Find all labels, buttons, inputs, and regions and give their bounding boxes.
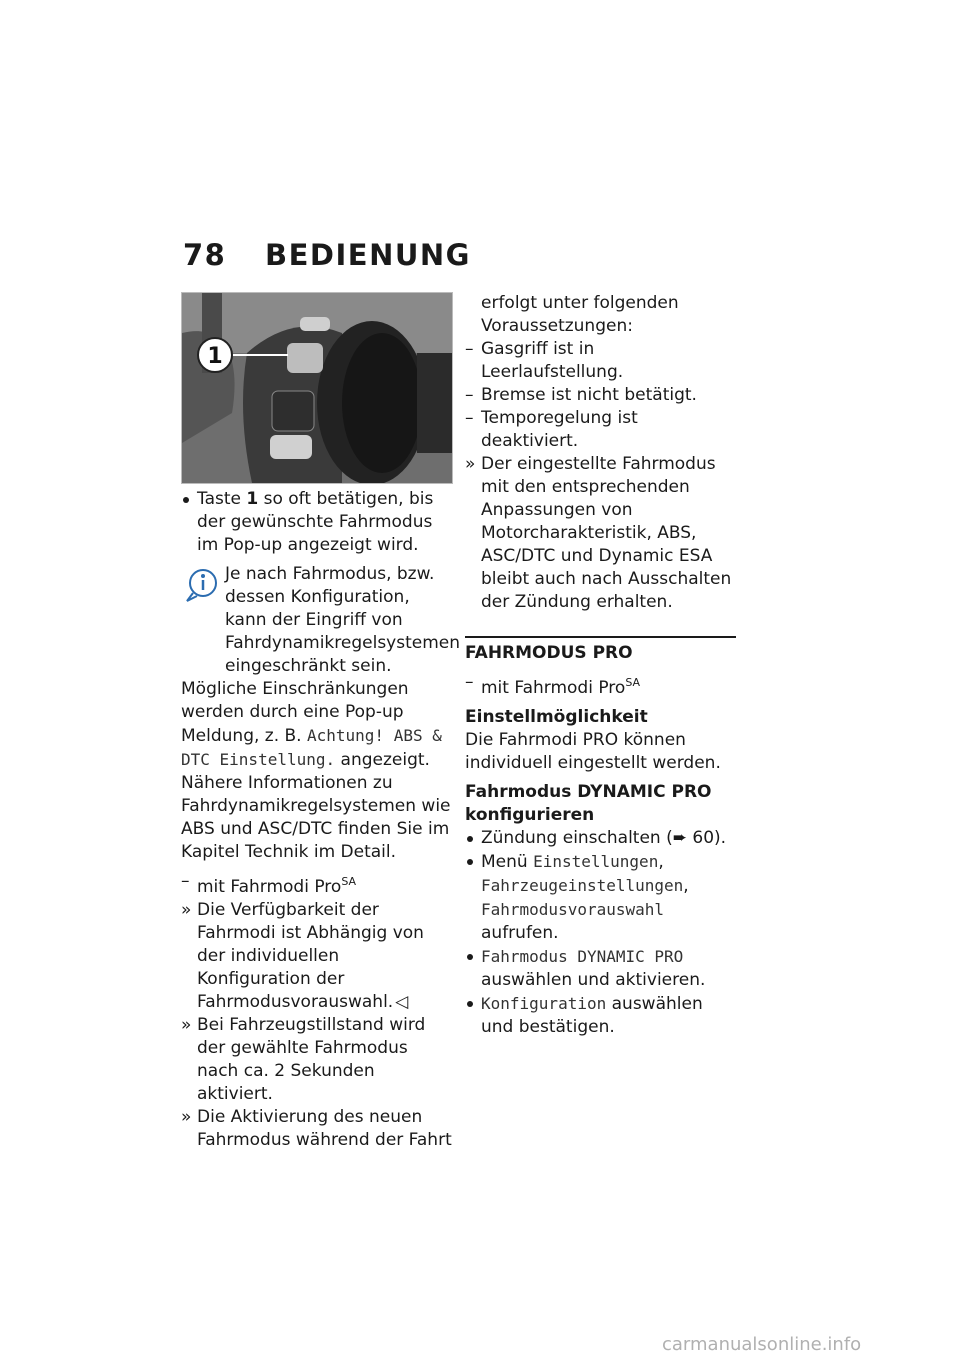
result-retained: » Der eingestellte Fahrmodus mit den entsprechenden Anpassungen von Motorcharakteristik, ABS, ASC/DTC und Dynamic ESA bleibt auch nach Ausschalten der Zündung erhalten. bbox=[465, 454, 732, 612]
activation-continued: erfolgt unter folgenden Voraussetzungen: bbox=[481, 293, 679, 336]
handlebar-switch-photo bbox=[181, 292, 453, 484]
result-activation: » Die Aktivierung des neuen Fahrmodus während der Fahrt bbox=[181, 1107, 452, 1150]
step-menu: Menü Einstellungen, Fahrzeugeinstellungen, Fahrmodusvorauswahl aufrufen. bbox=[465, 850, 737, 945]
section-title: BEDIENUNG bbox=[265, 238, 471, 272]
note-text: Je nach Fahrmodus, bzw. dessen Konfiguration, kann der Eingriff von Fahrdynamikregelsystemen eingeschränkt sein. bbox=[225, 564, 461, 676]
page-header bbox=[183, 238, 471, 272]
condition-brake: – Bremse ist nicht betätigt. bbox=[465, 385, 697, 405]
info-note bbox=[181, 563, 461, 678]
condition-throttle: – Gasgriff ist in Leerlaufstellung. bbox=[465, 339, 624, 382]
result-standstill: » Bei Fahrzeugstillstand wird der gewählte Fahrmodus nach ca. 2 Sekunden aktiviert. bbox=[181, 1015, 426, 1104]
arrow-ref-icon: ➨ bbox=[672, 828, 693, 848]
step-configuration: Konfiguration auswählen und bestätigen. bbox=[465, 992, 737, 1039]
popup-message-text: Mögliche Einschränkungen werden durch eine Pop-up Meldung, z. B. Achtung! ABS & DTC Einstellung. angezeigt. bbox=[181, 679, 442, 770]
callout-label: 1 bbox=[207, 344, 223, 369]
right-column bbox=[465, 292, 737, 1039]
section-heading: FAHRMODUS PRO bbox=[465, 636, 736, 665]
condition-cruise: – Temporegelung ist deaktiviert. bbox=[465, 408, 638, 451]
result-availability: » Die Verfügbarkeit der Fahrmodi ist Abhängig von der individuellen Konfiguration der Fahrmodusvorauswahl. ◁ bbox=[181, 900, 424, 1012]
dash-fahrmodi-pro: – mit Fahrmodi Pro$^{SA}$ bbox=[181, 871, 357, 897]
watermark: carmanualsonline.info bbox=[662, 1334, 862, 1355]
dash-fahrmodi-pro-2: – mit Fahrmodi Pro$^{SA}$ bbox=[465, 672, 641, 698]
step-ignition: Zündung einschalten (➨ 60). bbox=[465, 827, 737, 850]
page-number: 78 bbox=[183, 238, 227, 272]
end-marker: ◁ bbox=[395, 992, 409, 1012]
info-text: Nähere Informationen zu Fahrdynamikregelsystemen wie ABS und ASC/DTC finden Sie im Kapitel Technik im Detail. bbox=[181, 773, 451, 862]
step-select-mode: Fahrmodus DYNAMIC PRO auswählen und aktivieren. bbox=[465, 945, 737, 992]
heading-einstellmoeglichkeit: Einstellmöglichkeit bbox=[465, 707, 648, 727]
left-column bbox=[181, 292, 461, 1152]
bullet-taste: Taste 1 so oft betätigen, bis der gewünschte Fahrmodus im Pop-up angezeigt wird. bbox=[181, 488, 453, 557]
info-icon bbox=[181, 565, 221, 603]
heading-dynamic-pro: Fahrmodus DYNAMIC PRO konfigurieren bbox=[465, 782, 712, 825]
einstell-text: Die Fahrmodi PRO können individuell eingestellt werden. bbox=[465, 730, 721, 773]
